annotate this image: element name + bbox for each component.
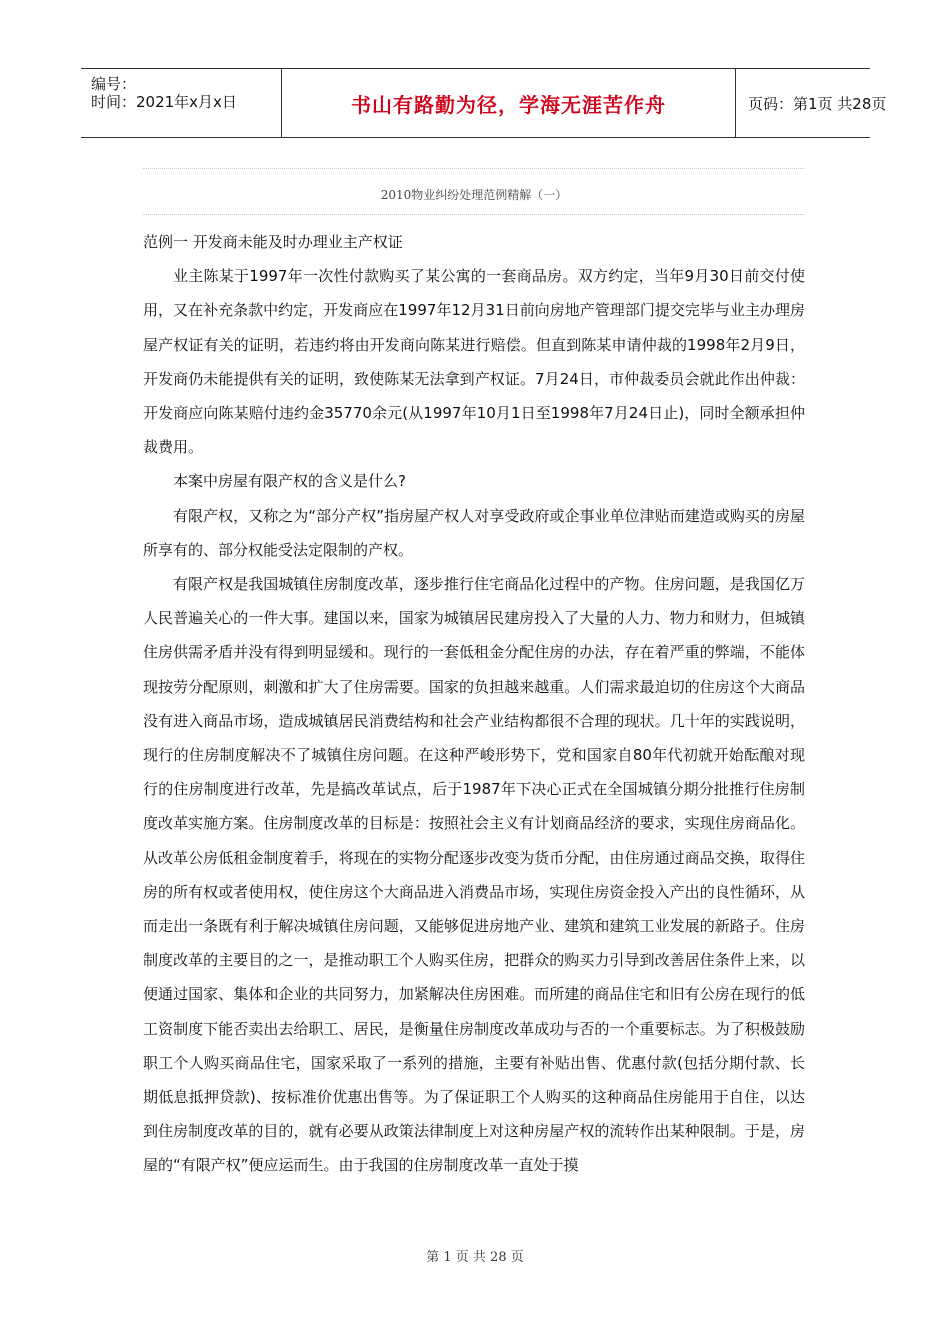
case-heading: 范例一 开发商未能及时办理业主产权证 — [143, 233, 403, 251]
document-body — [143, 225, 805, 1183]
paragraph: 本案中房屋有限产权的含义是什么? — [173, 472, 406, 491]
date-label: 时间：2021年x月x日 — [91, 93, 237, 111]
paragraph: 有限产权，又称之为“部分产权”指房屋产权人对享受政府或企事业单位津贴而建造或购买的房屋所享有的、部分权能受法定限制的产权。 — [143, 506, 805, 559]
header-meta-cell — [81, 69, 281, 137]
number-label: 编号： — [91, 75, 137, 93]
page-footer: 第 1 页 共 28 页 — [426, 1250, 524, 1265]
header-motto-cell — [281, 69, 736, 137]
title-divider-bottom — [143, 214, 805, 215]
header-page-cell — [736, 69, 887, 137]
motto: 书山有路勤为径，学海无涯苦作舟 — [351, 93, 666, 117]
document-title: 2010物业纠纷处理范例精解（一） — [380, 188, 568, 202]
paragraph: 有限产权是我国城镇住房制度改革，逐步推行住宅商品化过程中的产物。住房问题，是我国亿万人民普遍关心的一件大事。建国以来，国家为城镇居民建房投入了大量的人力、物力和财力，但城镇住房供需矛盾并没有得到明显缓和。现行的一套低租金分配住房的办法，存在着严重的弊端，不能体现按劳分配原则，刺激和扩大了住房需要。国家的负担越来越重。人们需求最迫切的住房这个大商品没有进入商品市场，造成城镇居民消费结构和社会产业结构都很不合理的现状。几十年的实践说明，现行的住房制度解决不了城镇住房问题。在这种严峻形势下，党和国家自80年代初就开始酝酿对现行的住房制度进行改革，先是搞改革试点，后于1987年下决心正式在全国城镇分期分批推行住房制度改革实施方案。住房制度改革的目标是：按照社会主义有计划商品经济的要求，实现住房商品化。从改革公房低租金制度着手，将现在的实物分配逐步改变为货币分配，由住房通过商品交换，取得住房的所有权或者使用权，使住房这个大商品进入消费品市场，实现住房资金投入产出的良性循环，从而走出一条既有利于解决城镇住房问题，又能够促进房地产业、建筑和建筑工业发展的新路子。住房制度改革的主要目的之一，是推动职工个人购买住房，把群众的购买力引导到改善居住条件上来，以便通过国家、集体和企业的共同努力，加紧解决住房困难。而所建的商品住宅和旧有公房在现行的低工资制度下能否卖出去给职工、居民，是衡量住房制度改革成功与否的一个重要标志。为了积极鼓励职工个人购买商品住宅，国家采取了一系列的措施，主要有补贴出售、优惠付款(包括分期付款、长期低息抵押贷款)、按标准价优惠出售等。为了保证职工个人购买的这种商品住房能用于自住，以达到住房制度改革的目的，就有必要从政策法律制度上对这种房屋产权的流转作出某种限制。于是，房屋的“有限产权”便应运而生。由于我国的住房制度改革一直处于摸 — [143, 575, 805, 1175]
paragraph: 业主陈某于1997年一次性付款购买了某公寓的一套商品房。双方约定，当年9月30日前交付使用，又在补充条款中约定，开发商应在1997年12月31日前向房地产管理部门提交完毕与业主办理房屋产权证有关的证明，若违约将由开发商向陈某进行赔偿。但直到陈某申请仲裁的1998年2月9日，开发商仍未能提供有关的证明，致使陈某无法拿到产权证。7月24日，市仲裁委员会就此作出仲裁：开发商应向陈某赔付违约金35770余元(从1997年10月1日至1998年7月24日止)，同时全额承担仲裁费用。 — [143, 267, 805, 457]
document-header — [81, 68, 887, 138]
title-divider-top — [143, 168, 805, 169]
page-label: 页码：第1页 共28页 — [748, 95, 887, 113]
